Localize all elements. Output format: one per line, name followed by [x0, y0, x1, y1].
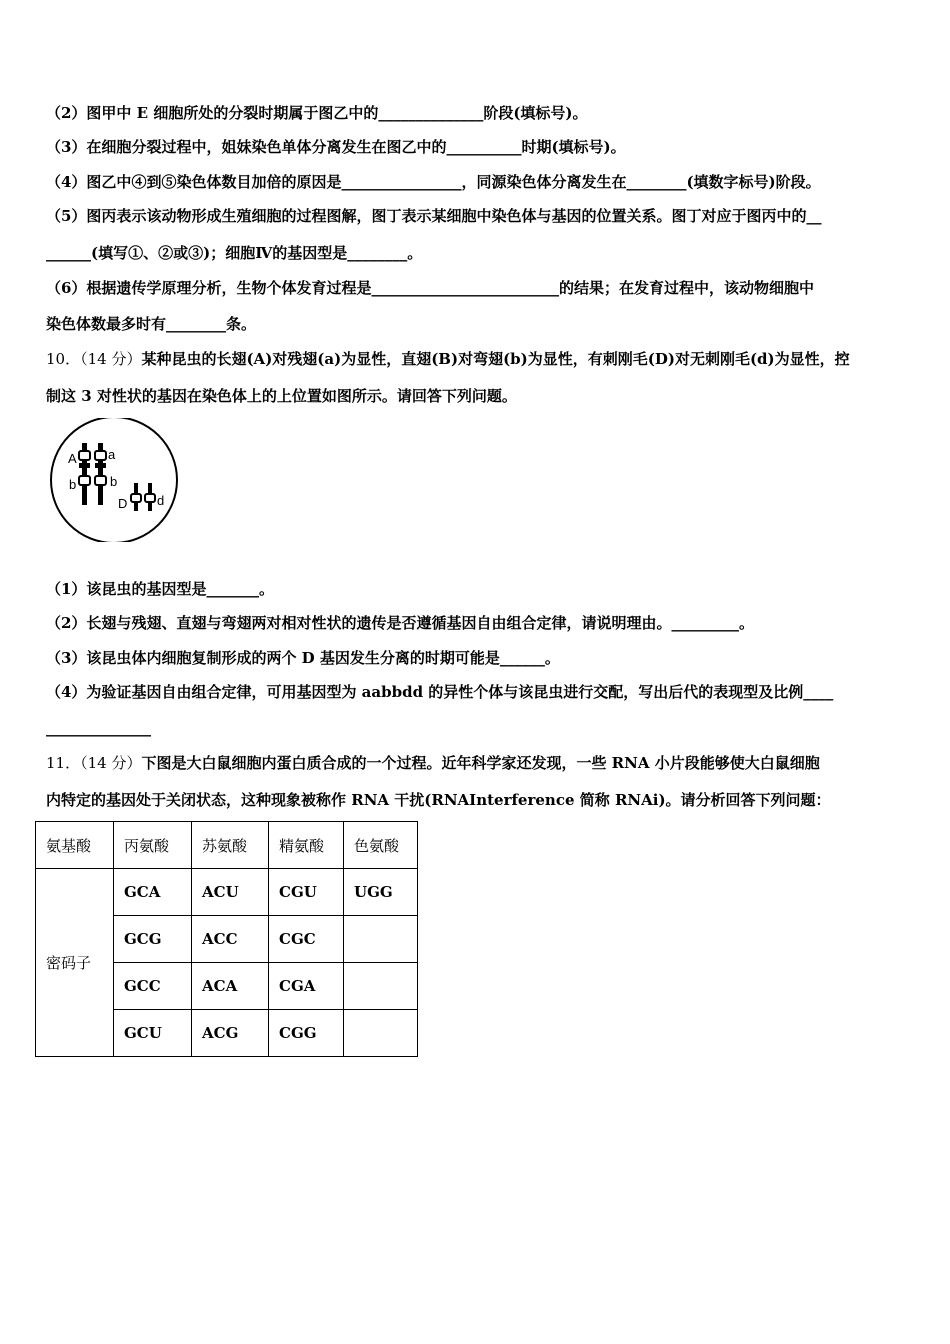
text-line — [46, 103, 908, 123]
table-header-cell: 色氨酸 — [344, 822, 418, 869]
gene-label: D — [118, 496, 128, 511]
text-line — [46, 278, 908, 298]
line-text: 某种昆虫的长翅(A)对残翅(a)为显性，直翅(B)对弯翅(b)为显性，有刺刚毛(D)对无刺刚毛(d)为显性，控 — [141, 350, 850, 368]
text-line — [46, 613, 908, 633]
text-line — [46, 386, 908, 406]
question-number: 10．（14 分） — [46, 350, 142, 368]
line-text: （2）图甲中 E 细胞所处的分裂时期属于图乙中的______________阶段(填标号)。 — [46, 104, 588, 122]
line-text: （3）在细胞分裂过程中，姐妹染色单体分离发生在图乙中的__________时期(填标号)。 — [46, 138, 626, 156]
text-line — [46, 753, 908, 773]
text-line — [46, 718, 908, 738]
line-text: （1）该昆虫的基因型是_______。 — [46, 580, 274, 598]
line-text: （5）图丙表示该动物形成生殖细胞的过程图解，图丁表示某细胞中染色体与基因的位置关系。图丁对应于图丙中的__ — [46, 207, 822, 225]
line-text: 内特定的基因处于关闭状态，这种现象被称作 RNA 干扰(RNAInterference 简称 RNAi)。请分析回答下列问题： — [46, 791, 831, 809]
line-text: （3）该昆虫体内细胞复制形成的两个 D 基因发生分离的时期可能是______。 — [46, 649, 560, 667]
text-line — [46, 314, 908, 334]
text-line — [46, 137, 908, 157]
line-text: （2）长翅与残翅、直翅与弯翅两对相对性状的遗传是否遵循基因自由组合定律，请说明理由。_________。 — [46, 614, 754, 632]
gene-label: A — [68, 451, 77, 466]
chromosome-diagram — [48, 418, 182, 542]
line-text: （4）为验证基因自由组合定律，可用基因型为 aabbdd 的异性个体与该昆虫进行交配，写出后代的表现型及比例____ — [46, 683, 834, 701]
text-line — [46, 243, 908, 263]
table-cell: GCU — [114, 1010, 192, 1057]
table-cell: CGC — [269, 916, 344, 963]
table-header-cell: 精氨酸 — [269, 822, 344, 869]
line-text: ______________ — [46, 719, 151, 737]
table-cell — [344, 1010, 418, 1057]
table-header-cell: 苏氨酸 — [192, 822, 269, 869]
line-text: 染色体数最多时有________条。 — [46, 315, 257, 333]
table-row — [36, 869, 418, 916]
row-label-cell: 密码子 — [36, 869, 114, 1057]
text-line — [46, 172, 908, 192]
table-cell: GCC — [114, 963, 192, 1010]
gene-label: b — [69, 477, 77, 492]
gene-label: b — [110, 474, 118, 489]
question-number: 11．（14 分） — [46, 754, 142, 772]
table-cell: CGA — [269, 963, 344, 1010]
table-cell — [344, 916, 418, 963]
table-cell: ACG — [192, 1010, 269, 1057]
gene-label: d — [157, 493, 165, 508]
table-cell — [344, 963, 418, 1010]
text-line — [46, 579, 908, 599]
table-header-row — [36, 822, 418, 869]
table-cell: ACA — [192, 963, 269, 1010]
text-line — [46, 790, 908, 810]
codon-table — [35, 821, 418, 1057]
table-cell: UGG — [344, 869, 418, 916]
table-cell: ACC — [192, 916, 269, 963]
table-cell: CGG — [269, 1010, 344, 1057]
table-header-cell: 丙氨酸 — [114, 822, 192, 869]
table-cell: CGU — [269, 869, 344, 916]
line-text: （4）图乙中④到⑤染色体数目加倍的原因是________________，同源染色体分离发生在________(填数字标号)阶段。 — [46, 173, 821, 191]
line-text: （6）根据遗传学原理分析，生物个体发育过程是_________________________的结果；在发育过程中，该动物细胞中 — [46, 279, 814, 297]
text-line — [46, 648, 908, 668]
table-cell: GCG — [114, 916, 192, 963]
gene-label: a — [108, 447, 116, 462]
line-text: 制这 3 对性状的基因在染色体上的上位置如图所示。请回答下列问题。 — [46, 387, 517, 405]
text-line — [46, 349, 908, 369]
table-cell: GCA — [114, 869, 192, 916]
line-text: ______(填写①、②或③)；细胞Ⅳ的基因型是________。 — [46, 244, 423, 262]
text-line — [46, 206, 908, 226]
table-header-cell: 氨基酸 — [36, 822, 114, 869]
text-line — [46, 682, 908, 702]
line-text: 下图是大白鼠细胞内蛋白质合成的一个过程。近年科学家还发现，一些 RNA 小片段能够使大白鼠细胞 — [141, 754, 820, 772]
table-cell: ACU — [192, 869, 269, 916]
